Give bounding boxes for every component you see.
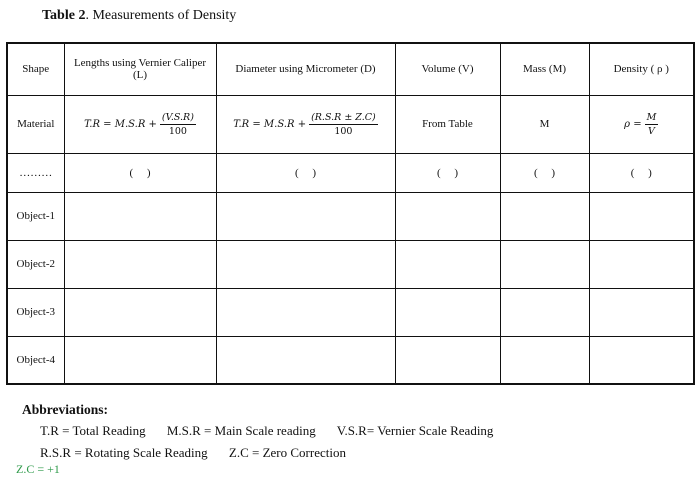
lengths-formula-numerator: (V.S.R) bbox=[161, 111, 194, 123]
header-lengths: Lengths using Vernier Caliper (L) bbox=[64, 43, 216, 95]
empty-cell bbox=[395, 288, 500, 336]
object-label: Object-3 bbox=[7, 288, 64, 336]
object-label: Object-4 bbox=[7, 336, 64, 384]
units-label: ……… bbox=[7, 153, 64, 192]
empty-cell bbox=[589, 192, 694, 240]
lengths-formula-lhs: T.R = M.S.R + bbox=[84, 118, 157, 130]
empty-cell bbox=[216, 336, 395, 384]
empty-cell bbox=[589, 240, 694, 288]
header-density: Density ( ρ ) bbox=[589, 43, 694, 95]
volume-unit: ( ) bbox=[395, 153, 500, 192]
abbr-zero-correction: Z.C = Zero Correction bbox=[228, 445, 346, 460]
caption-text: . Measurements of Density bbox=[85, 8, 237, 23]
header-row bbox=[7, 43, 694, 95]
empty-cell bbox=[64, 240, 216, 288]
empty-cell bbox=[589, 288, 694, 336]
abbr-total-reading: T.R = Total Reading bbox=[40, 423, 146, 438]
empty-cell bbox=[64, 192, 216, 240]
empty-cell bbox=[395, 336, 500, 384]
mass-symbol: M bbox=[500, 95, 589, 153]
abbr-vernier-scale: V.S.R= Vernier Scale Reading bbox=[336, 423, 494, 438]
lengths-unit: ( ) bbox=[64, 153, 216, 192]
table-row bbox=[7, 192, 694, 240]
density-formula-numerator: M bbox=[646, 111, 657, 123]
density-formula bbox=[589, 95, 694, 153]
caption-number: Table 2 bbox=[42, 8, 86, 23]
table-row bbox=[7, 240, 694, 288]
header-volume: Volume (V) bbox=[395, 43, 500, 95]
empty-cell bbox=[500, 240, 589, 288]
mass-unit: ( ) bbox=[500, 153, 589, 192]
table-row bbox=[7, 288, 694, 336]
abbr-main-scale: M.S.R = Main Scale reading bbox=[166, 423, 316, 438]
material-label: Material bbox=[7, 95, 64, 153]
header-shape: Shape bbox=[7, 43, 64, 95]
density-formula-lhs: ρ = bbox=[624, 118, 642, 130]
zero-correction-note: Z.C = +1 bbox=[16, 462, 60, 476]
material-row bbox=[7, 95, 694, 153]
header-diameter: Diameter using Micrometer (D) bbox=[216, 43, 395, 95]
empty-cell bbox=[500, 192, 589, 240]
empty-cell bbox=[500, 288, 589, 336]
diameter-unit: ( ) bbox=[216, 153, 395, 192]
empty-cell bbox=[589, 336, 694, 384]
lengths-formula-denominator: 100 bbox=[168, 125, 187, 137]
header-mass: Mass (M) bbox=[500, 43, 589, 95]
object-label: Object-2 bbox=[7, 240, 64, 288]
empty-cell bbox=[395, 192, 500, 240]
abbreviations-title: Abbreviations: bbox=[22, 402, 109, 417]
diameter-formula-denominator: 100 bbox=[334, 125, 353, 137]
density-unit: ( ) bbox=[589, 153, 694, 192]
diameter-formula-lhs: T.R = M.S.R + bbox=[233, 118, 307, 130]
empty-cell bbox=[216, 288, 395, 336]
empty-cell bbox=[500, 336, 589, 384]
table-caption bbox=[42, 8, 236, 24]
empty-cell bbox=[64, 336, 216, 384]
abbreviations bbox=[22, 402, 511, 467]
units-row bbox=[7, 153, 694, 192]
density-table bbox=[6, 42, 695, 385]
density-formula-denominator: V bbox=[648, 125, 655, 137]
empty-cell bbox=[64, 288, 216, 336]
diameter-formula bbox=[216, 95, 395, 153]
abbreviations-line-2 bbox=[40, 445, 511, 467]
lengths-formula bbox=[64, 95, 216, 153]
empty-cell bbox=[216, 240, 395, 288]
table-row bbox=[7, 336, 694, 384]
empty-cell bbox=[395, 240, 500, 288]
object-label: Object-1 bbox=[7, 192, 64, 240]
abbreviations-line-1 bbox=[40, 423, 511, 445]
empty-cell bbox=[216, 192, 395, 240]
abbr-rotating-scale: R.S.R = Rotating Scale Reading bbox=[40, 445, 208, 460]
volume-source: From Table bbox=[395, 95, 500, 153]
diameter-formula-numerator: (R.S.R ± Z.C) bbox=[311, 111, 376, 123]
